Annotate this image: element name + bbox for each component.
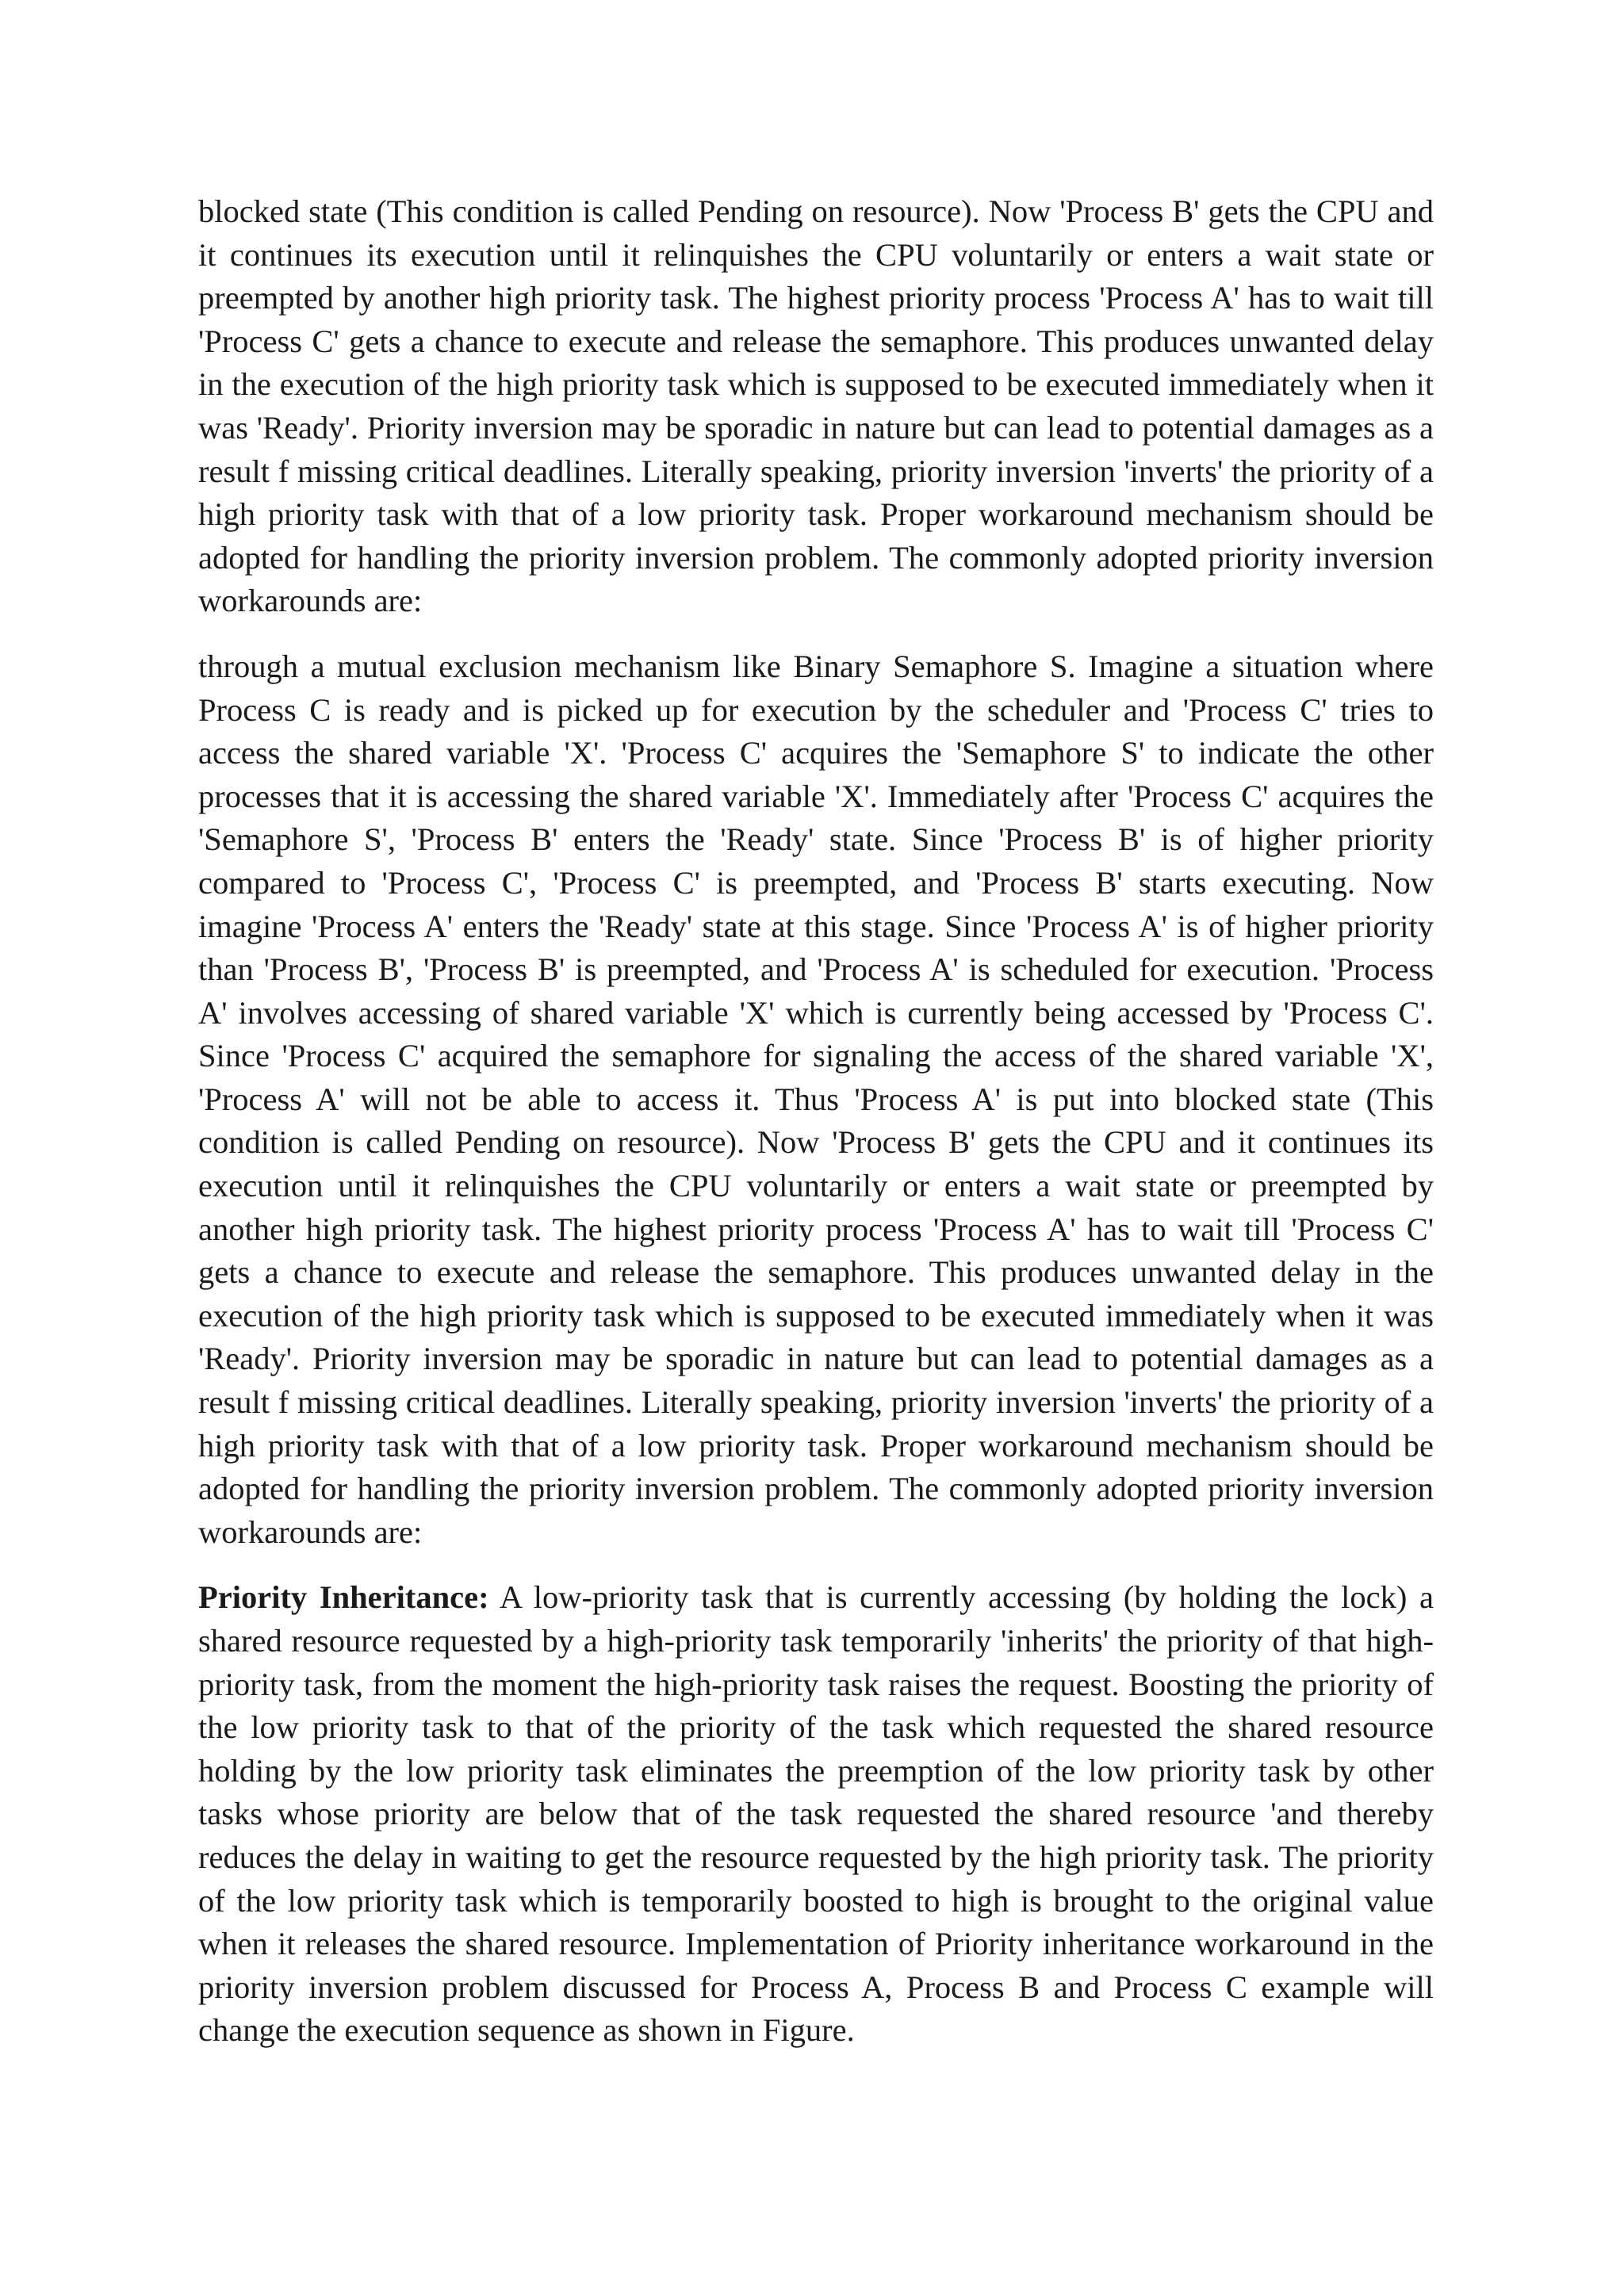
document-body bbox=[198, 190, 1434, 2053]
priority-inheritance-description: A low-priority task that is currently accessing (by holding the lock) a shared resource requested by a high-priority task temporarily 'inherits' the priority of that high-priority task, from the moment the high-priority task raises the request. Boosting the priority of the low priority task to that of the priority of the task which requested the shared resource holding by the low priority task eliminates the preemption of the low priority task by other tasks whose priority are below that of the task requested the shared resource 'and thereby reduces the delay in waiting to get the resource requested by the high priority task. The priority of the low priority task which is temporarily boosted to high is brought to the original value when it releases the shared resource. Implementation of Priority inheritance workaround in the priority inversion problem discussed for Process A, Process B and Process C example will change the execution sequence as shown in Figure. bbox=[198, 1579, 1434, 2049]
priority-inheritance-term: Priority Inheritance: bbox=[198, 1579, 489, 1616]
paragraph-3 bbox=[198, 1576, 1434, 2053]
paragraph-2: through a mutual exclusion mechanism like Binary Semaphore S. Imagine a situation where Process C is ready and is picked up for execution by the scheduler and 'Process C' tries to access the shared variable 'X'. 'Process C' acquires the 'Semaphore S' to indicate the other processes that it is accessing the shared variable 'X'. Immediately after 'Process C' acquires the 'Semaphore S', 'Process B' enters the 'Ready' state. Since 'Process B' is of higher priority compared to 'Process C', 'Process C' is preempted, and 'Process B' starts executing. Now imagine 'Process A' enters the 'Ready' state at this stage. Since 'Process A' is of higher priority than 'Process B', 'Process B' is preempted, and 'Process A' is scheduled for execution. 'Process A' involves accessing of shared variable 'X' which is currently being accessed by 'Process C'. Since 'Process C' acquired the semaphore for signaling the access of the shared variable 'X', 'Process A' will not be able to access it. Thus 'Process A' is put into blocked state (This condition is called Pending on resource). Now 'Process B' gets the CPU and it continues its execution until it relinquishes the CPU voluntarily or enters a wait state or preempted by another high priority task. The highest priority process 'Process A' has to wait till 'Process C' gets a chance to execute and release the semaphore. This produces unwanted delay in the execution of the high priority task which is supposed to be executed immediately when it was 'Ready'. Priority inversion may be sporadic in nature but can lead to potential damages as a result f missing critical deadlines. Literally speaking, priority inversion 'inverts' the priority of a high priority task with that of a low priority task. Proper workaround mechanism should be adopted for handling the priority inversion problem. The commonly adopted priority inversion workarounds are: bbox=[198, 648, 1434, 1550]
paragraph-1: blocked state (This condition is called Pending on resource). Now 'Process B' gets the CPU and it continues its execution until it relinquishes the CPU voluntarily or enters a wait state or preempted by another high priority task. The highest priority process 'Process A' has to wait till 'Process C' gets a chance to execute and release the semaphore. This produces unwanted delay in the execution of the high priority task which is supposed to be executed immediately when it was 'Ready'. Priority inversion may be sporadic in nature but can lead to potential damages as a result f missing critical deadlines. Literally speaking, priority inversion 'inverts' the priority of a high priority task with that of a low priority task. Proper workaround mechanism should be adopted for handling the priority inversion problem. The commonly adopted priority inversion workarounds are: bbox=[198, 193, 1434, 619]
